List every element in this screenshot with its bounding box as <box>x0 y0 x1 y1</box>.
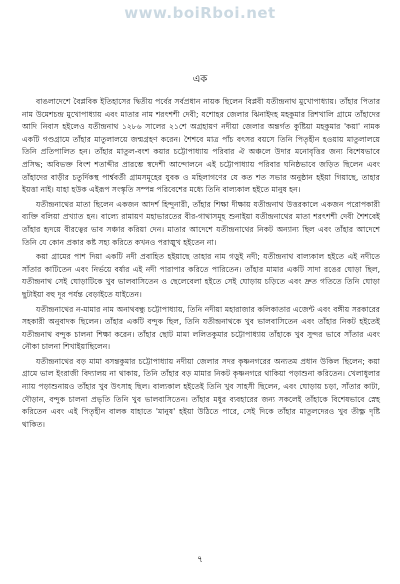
paragraph: কয়া গ্রামের পাশ দিয়া একটি নদী প্রবাহিত হইয়াছে তাহার নাম গড়ুই নদী; যতীন্দ্রনাথ বাল্যকাল হইতে এই নদীতে সাঁতার কাটিতেন এবং নির্ভয়ে বর্ষার এই নদী পারাপার করিতে পারিতেন। তাঁহার মামার একটি সাদা রঙের ঘোড়া ছিল, যতীন্দ্রনাথ সেই ঘোড়াটিকে খুব ভালবাসিতেন ও ছেলেবেলা হইতে সেই ঘোড়ায় চড়িতে এবং দ্রুত গতিতে তিনি ঘোড়া ছুটাইয়া বহু দূর পর্যন্ত বেড়াইতে যাইতেন। <box>22 252 380 299</box>
paragraph: যতীন্দ্রনাথের মাতা ছিলেন একজন আদর্শ হিন্দুনারী, তাঁহার শিক্ষা দীক্ষায় যতীন্দ্রনাথ উত্তরকালে একজন পরোপকারী ব্যক্তি বলিয়া প্রখ্যাত হন। বাল্যে রামায়ণ মহাভারতের বীর-গাথাসমূহ শুনাইয়া যতীন্দ্রনাথের মাতা শরৎশশী দেবী শৈশবেই তাঁহার হৃদয়ে বীরত্বের ভাব সঞ্চার করিয়া দেন। মাতার আদেশে যতীন্দ্রনাথের নিকট অন্যান্য ছিল এবং তাঁহার আদেশে তিনি যে কোন প্রকার কষ্ট সহ্য করিতে কখনও পরাঙ্মুখ হইতেন না। <box>22 199 380 247</box>
chapter-title: এক <box>192 74 208 85</box>
paragraph: বাঙলাদেশে বৈপ্লবিক ইতিহাসের দ্বিতীয় পর্বের সর্বপ্রধান নায়ক ছিলেন বিপ্লবী যতীন্দ্রনাথ মুখোপাধ্যায়। তাঁহার পিতার নাম উমেশচন্দ্র মুখোপাধ্যায় এবং মাতার নাম শরৎশশী দেবী; যশোহর জেলার ঝিনাইদহ মহকুমার রিশখালি গ্রামে তাঁহাদের আদি নিবাস হইলেও যতীন্দ্রনাথ ১২৮৬ সালের ২১শে অগ্রহায়ণ নদীয়া জেলার অন্তর্গত কুষ্টিয়া মহকুমার 'কয়া' নামক একটি গণ্ডগ্রামে তাঁহার মাতুলালয়ে জন্মগ্রহণ করেন। শৈশবে মাত্র পাঁচ বৎসর বয়সে তিনি পিতৃহীন হওয়ায় মাতুলালয়ে তিনি প্রতিপালিত হন। তাঁহার মাতুল-বংশ কয়ার চট্টোপাধ্যায় পরিবার ঐ অঞ্চলে উদার মনোবৃত্তির জন্য বিশেষভাবে প্রসিদ্ধ; অবিভক্ত বিংশ শতাব্দীর প্রারম্ভে স্বদেশী আন্দোলনে এই চট্টোপাধ্যায় পরিবার ঘনিষ্ঠভাবে জড়িত ছিলেন এবং তাঁহাদের বাড়ীর চতুর্দিকস্থ পার্শ্ববর্তী গ্রামসমূহের যুবক ও মহিলাগণের যে কত শত সভার অনুষ্ঠান হইয়া গিয়াছে, তাহার ইয়ত্তা নাই। যাহা হউক এইরূপ সংস্কৃতি সম্পন্ন পরিবেশের মধ্যে তিনি বাল্যকাল হইতে মানুষ হন। <box>22 97 380 195</box>
body-text <box>22 96 380 433</box>
page-number: ৭ <box>197 555 203 565</box>
paragraph: যতীন্দ্রনাথের বড় মামা বসন্তকুমার চট্টোপাধ্যায় নদীয়া জেলার সদর কৃষ্ণনগরের অন্যতম প্রধান উকিল ছিলেন; কয়া গ্রামে ভাল ইংরাজী বিদ্যালয় না থাকায়, তিনি তাঁহার বড় মামার নিকট কৃষ্ণনগরে থাকিয়া পড়াশুনা করিতেন। খেলাধুলার ন্যায় পড়াশুনায়ও তাঁহার খুব উৎসাহ ছিল। বাল্যকাল হইতেই তিনি খুব সাহসী ছিলেন, এবং ঘোড়ায় চড়া, সাঁতার কাটা, দৌড়ান, বন্দুক চালনা প্রভৃতি তিনি খুব ভালবাসিতেন। তাঁহার মধুর ব্যবহারের জন্য সকলেই তাঁহাকে বিশেষভাবে স্নেহ করিতেন এবং এই পিতৃহীন বালক যাহাতে 'মানুষ' হইয়া উঠিতে পারে, সেই দিকে তাঁহার মাতুলদেরও খুব তীক্ষ্ণ দৃষ্টি থাকিত। <box>22 356 380 429</box>
paragraph: যতীন্দ্রনাথের ন-মামার নাম অনাথবন্ধু চট্টোপাধ্যায়, তিনি নদীয়া মহারাজার কলিকাতার এজেন্ট এবং বঙ্গীয় সরকারের সহকারী অনুবাদক ছিলেন। তাঁহার একটি বন্দুক ছিল, তিনি যতীন্দ্রনাথকে খুব ভালবাসিতেন এবং তাঁহার নিকট হইতেই যতীন্দ্রনাথ বন্দুক চালনা শিক্ষা করেন। তাঁহার ছোট মামা ললিতকুমার চট্টোপাধ্যায় তাঁহাকে খুব সুন্দর ভাবে সাঁতার এবং নৌকা চালনা শিখাইয়াছিলেন। <box>22 304 380 352</box>
watermark-text: www.boiRboi.net <box>124 4 276 22</box>
